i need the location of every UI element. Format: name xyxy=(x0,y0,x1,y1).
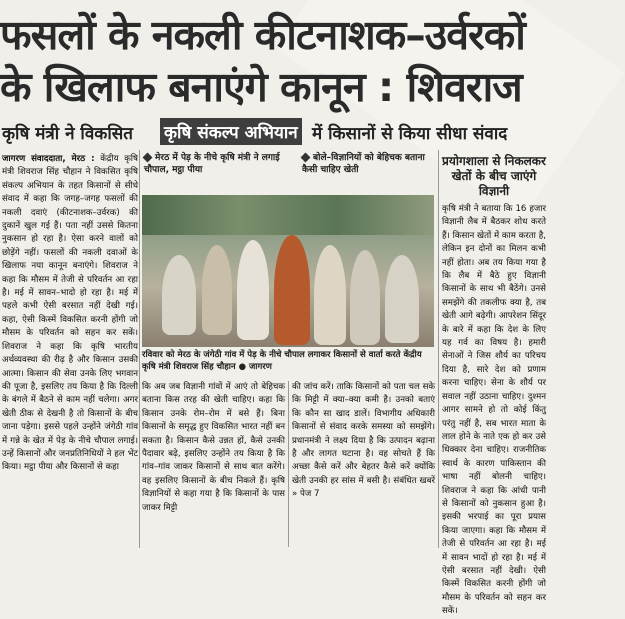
headline-line-1: फसलों के नकली कीटनाशक–उर्वरकों xyxy=(0,11,525,59)
news-photo xyxy=(142,195,434,347)
photo-person xyxy=(385,255,419,343)
bullet-text: बोले–विज्ञानियों को बेहिचक बताना कैसी चाहिए खेती xyxy=(302,153,425,175)
column-divider xyxy=(288,381,289,547)
photo-caption: रविवार को मेरठ के जंगेठी गांव में पेड़ के नीचे चौपाल लगाकर किसानों से वार्ता करते केंद्रीय कृषि मंत्री शिवराज सिंह चौहान ● जागरण xyxy=(142,350,422,372)
subheadline xyxy=(0,116,549,148)
photo-person xyxy=(274,235,310,345)
bullet-icon xyxy=(301,153,311,163)
article-column-4: कृषि मंत्री ने बताया कि 16 हजार विज्ञानी लैब में बैठकर शोध करते हैं। किसान खेतों में काम करता है, लेकिन इन दोनों का मिलन कभी नहीं होता। अब तय किया गया है कि लैब में बैठे हुए विज्ञानी किसानों के साथ भी बैठेंगे। उनसे समझेंगे की तकलीफ क्या है, तब खेती आगे बढ़ेगी। आपरेशन सिंदूर के बारे में कहा कि देश के लिए यह गर्व का विषय है। हमारी सेनाओं ने जिस शौर्य का परिचय दिया है, सारे देश को प्रणाम करना चाहिए। सेना के शौर्य पर सवाल नहीं उठाना चाहिए। दुश्मन आगर सामने हो तो कोई किंतु परंतु नहीं है, सब भारत माता के लाल होने के नाते एक हो कर उसे धिक्कार देना चाहिए। राजनीतिक स्वार्थ के कारण पाकिस्तान की भाषा नहीं बोलनी चाहिए। शिवराज ने कहा कि आंधी पानी से किसानों को नुकसान हुआ है। इसकी भरपाई का पूरा प्रयास किया जाएगा। कहा कि मौसम में तेजी से परिवर्तन आ रहा है। मई में सावन भादों हो रहा है। मई में ऐसी बरसात नहीं देखी। ऐसी किस्में विकसित करनी होंगी जो मौसम के परिवर्तन को सहन कर सकें। xyxy=(442,204,546,617)
article-column-1 xyxy=(2,153,138,547)
bullet-point-1 xyxy=(144,152,289,190)
bullet-icon xyxy=(143,153,153,163)
article-column-2: कि अब जब विज्ञानी गांवों में आएं तो बेहिचक बताना किस तरह की खेती चाहिए। कहा कि किसान उनके रोम–रोम में बसे हैं। बिना किसानों के समृद्ध हुए विकसित भारत नहीं बन सकता है। किसान कैसे उन्नत हों, कैसे उनकी पैदावार बढ़े, इसलिए उन्होंने तय किया है कि गांव–गांव जाकर किसानों से साथ बात करेंगे। वह इसलिए किसानों के बीच निकले हैं। कृषि विज्ञानियों से कहा गया है कि किसानों के पास जाकर मिट्टी xyxy=(142,382,285,513)
bullet-text: मेरठ में पेड़ के नीचे कृषि मंत्री ने लगाई चौपाल, मट्ठा पीया xyxy=(144,153,280,175)
dateline: जागरण संवाददाता, मेरठ : xyxy=(2,154,95,164)
photo-person xyxy=(350,250,380,345)
photo-person xyxy=(237,240,269,340)
subhead-highlight-box: कृषि संकल्प अभियान xyxy=(160,118,302,145)
photo-person xyxy=(202,245,232,335)
bullet-point-2 xyxy=(302,152,432,190)
photo-person xyxy=(162,255,196,335)
column-1-text: केंद्रीय कृषि मंत्री शिवराज सिंह चौहान ने विकसित कृषि संकल्प अभियान के तहत किसानों से सीधे संवाद में कहा कि जगह–जगह फसलों की नकली दवाएं (कीटनाशक–उर्वरक) की दुकानें खुल गई हैं। पता नहीं उससे कितना नुकसान हो रहा है। ऐसा करने वालों को छोड़ेंगे नहीं। फसलों की नकली दवाओं के खिलाफ नया कानून बनाएंगे। शिवराज ने कहा कि मौसम में तेजी से परिवर्तन आ रहा है। मई में सावन–भादो हो रहा है। मई में पहले कभी ऐसी बरसात नहीं देखी गई। कहा, ऐसी किस्में विकसित करनी होंगी जो मौसम के परिवर्तन को सहन कर सकें। शिवराज ने कहा कि कृषि भारतीय अर्थव्यवस्था की रीढ़ है और किसान उसकी आत्मा। किसान की सेवा उनके लिए भगवान की पूजा है, इसलिए तय किया है कि दिल्ली के बंगले में बैठने से काम नहीं चलेगा। अगर खेती ठीक से देखनी है तो किसानों के बीच जाना पड़ेगा। इससे पहले उन्होंने जंगेठी गांव में गन्ने के खेत में पेड़ के नीचे चौपाल लगाई। उन्हें किसानों और जनप्रतिनिधियों ने हल भेंट किया। मट्ठा पीया और किसानों से कहा xyxy=(2,154,138,473)
subhead-suffix: में किसानों से किया सीधा संवाद xyxy=(312,124,508,144)
article-column-3: की जांच करें। ताकि किसानों को पता चल सके कि मिट्टी में क्या–क्या कमी है। उनको बताएं कि कौन सा खाद डालें। विभागीय अधिकारी किसानों से संवाद करके समस्या को समझेंगे। प्रधानमंत्री ने लक्ष्य दिया है कि उत्पादन बढ़ाना है और लागत घटाना है। वह सोचते हैं कि अच्छा कैसे करें और बेहतर कैसे करें क्योंकि खेती उनकी हर सांस में बसी है। संबंधित खबरें » पेज 7 xyxy=(292,382,435,500)
sidebar-heading: प्रयोगशाला से निकलकर खेतों के बीच जाएंगे विज्ञानी xyxy=(442,154,546,198)
column-divider xyxy=(139,150,140,548)
photo-tree-canopy xyxy=(142,195,434,235)
column-divider xyxy=(438,150,439,548)
headline-line-2: के खिलाफ बनाएंगे कानून : शिवराज xyxy=(0,63,522,111)
headline xyxy=(0,0,549,110)
subhead-prefix: कृषि मंत्री ने विकसित xyxy=(2,124,133,144)
photo-person xyxy=(314,245,346,345)
